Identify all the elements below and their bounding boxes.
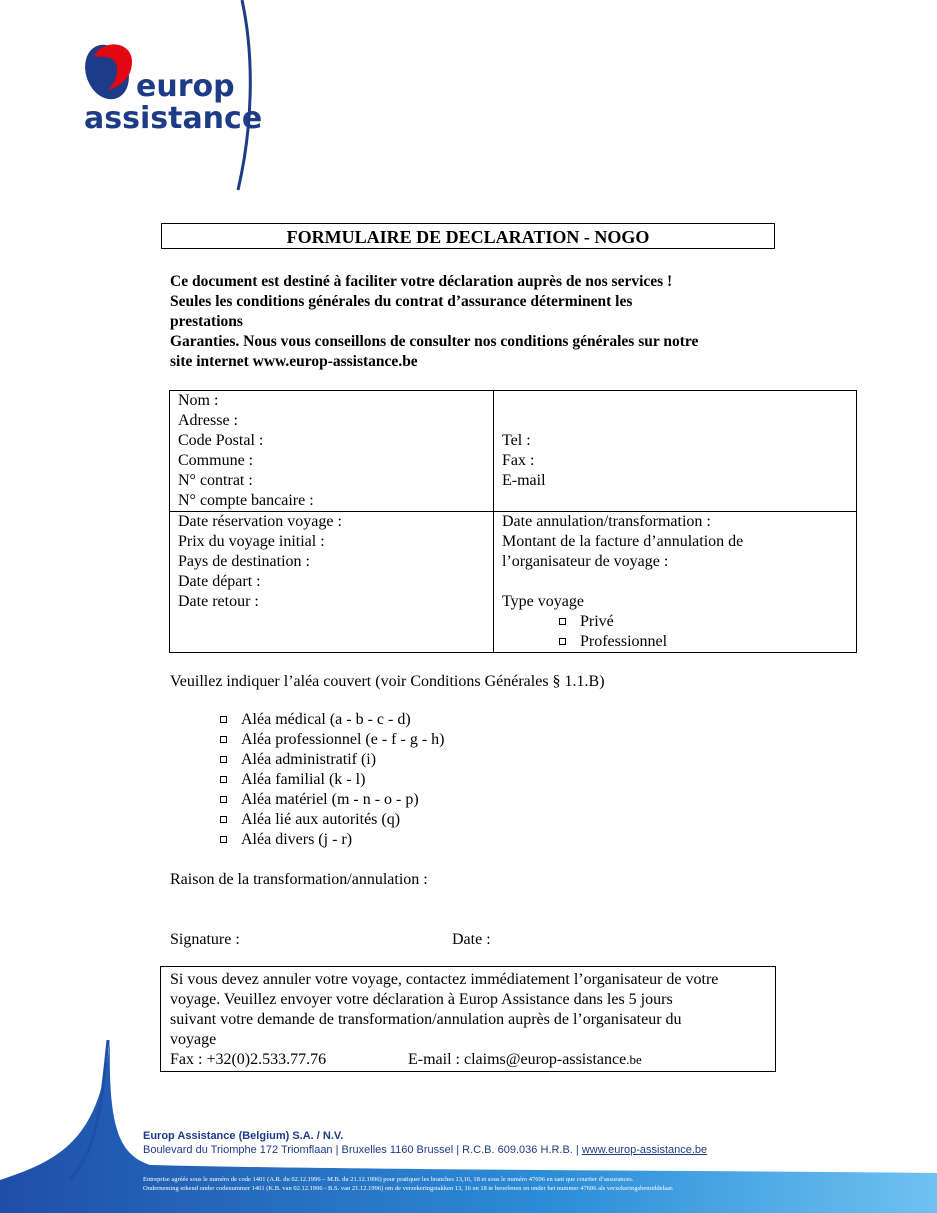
footer-legal-nl: Onderneming erkend onder codenummer 1401 (K.B. van 02.12.1996 - B.S. van 21.12.1996) om de verzekeringstakken 13, 16 en 18 te beoefenen en onder het nummer 47696 als verzekeringsbemiddelaar. [143, 1185, 674, 1192]
type-voyage-professionnel[interactable]: Professionnel [502, 632, 856, 652]
checkbox-icon[interactable] [220, 816, 227, 823]
checkbox-icon[interactable] [559, 638, 566, 645]
declaration-form-table [169, 390, 857, 653]
field-contrat: N° contrat : [178, 472, 253, 489]
checkbox-icon[interactable] [559, 618, 566, 625]
logo-text-assistance: assistance [84, 101, 263, 136]
personal-info-cell[interactable] [170, 391, 494, 512]
field-compte-bancaire: N° compte bancaire : [178, 492, 314, 509]
checkbox-icon[interactable] [220, 776, 227, 783]
field-date-retour: Date retour : [178, 593, 259, 610]
note-line: voyage. Veuillez envoyer votre déclaration à Europ Assistance dans les 5 jours [170, 991, 673, 1008]
contact-info-cell[interactable] [494, 391, 857, 512]
note-line: Si vous devez annuler votre voyage, contactez immédiatement l’organisateur de votre [170, 971, 719, 988]
intro-line: prestations [170, 313, 243, 330]
field-adresse: Adresse : [178, 412, 238, 429]
europ-assistance-logo [80, 0, 270, 200]
intro-line: Seules les conditions générales du contrat d’assurance déterminent les [170, 293, 633, 310]
alea-prompt: Veuillez indiquer l’aléa couvert (voir Conditions Générales § 1.1.B) [170, 673, 605, 690]
footer-legal-fr: Entreprise agréée sous le numéro de code 1401 (A.R. du 02.12.1996 – M.B. du 21.12.1996) pour pratiquer les branches 13,16, 18 et sous le numéro 47696 en tant que courtier d’assurances. [143, 1176, 634, 1183]
checkbox-icon[interactable] [220, 836, 227, 843]
raison-label: Raison de la transformation/annulation : [170, 871, 428, 888]
field-tel: Tel : [502, 432, 531, 449]
intro-line: Garanties. Nous vous conseillons de consulter nos conditions générales sur notre [170, 333, 699, 350]
field-commune: Commune : [178, 452, 254, 469]
field-email: E-mail [502, 472, 546, 489]
annulation-info-cell[interactable] [494, 512, 857, 653]
alea-option[interactable]: Aléa administratif (i) [220, 750, 444, 770]
field-date-annulation: Date annulation/transformation : [502, 513, 711, 530]
form-title: FORMULAIRE DE DECLARATION - NOGO [161, 223, 775, 249]
note-email[interactable]: E-mail : claims@europ-assistance.be [408, 1051, 642, 1068]
note-fax: Fax : +32(0)2.533.77.76 [170, 1051, 327, 1068]
form-row-voyage [170, 512, 857, 653]
note-line: voyage [170, 1031, 217, 1048]
field-prix-voyage: Prix du voyage initial : [178, 533, 325, 550]
type-voyage-label: Type voyage [502, 593, 584, 610]
date-label: Date : [452, 931, 491, 948]
form-row-personal [170, 391, 857, 512]
alea-option[interactable]: Aléa médical (a - b - c - d) [220, 710, 444, 730]
alea-option[interactable]: Aléa matériel (m - n - o - p) [220, 790, 444, 810]
field-fax: Fax : [502, 452, 535, 469]
intro-text [170, 272, 790, 372]
footer-company: Europ Assistance (Belgium) S.A. / N.V. [143, 1130, 344, 1142]
alea-option[interactable]: Aléa lié aux autorités (q) [220, 810, 444, 830]
alea-option[interactable]: Aléa professionnel (e - f - g - h) [220, 730, 444, 750]
field-code-postal: Code Postal : [178, 432, 264, 449]
type-voyage-prive[interactable]: Privé [502, 612, 856, 632]
intro-line: site internet www.europ-assistance.be [170, 353, 418, 370]
field-organisateur: l’organisateur de voyage : [502, 553, 669, 570]
alea-option[interactable]: Aléa familial (k - l) [220, 770, 444, 790]
alea-option[interactable]: Aléa divers (j - r) [220, 830, 444, 850]
checkbox-icon[interactable] [220, 736, 227, 743]
footer-address: Boulevard du Triomphe 172 Triomflaan | Bruxelles 1160 Brussel | R.C.B. 609.036 H.R.B. | www.europ-assistance.be [143, 1144, 708, 1156]
field-date-reservation: Date réservation voyage : [178, 513, 342, 530]
field-pays-destination: Pays de destination : [178, 553, 310, 570]
field-montant-facture: Montant de la facture d’annulation de [502, 533, 744, 550]
footer-legal [143, 1175, 674, 1193]
footer-website-link[interactable]: www.europ-assistance.be [581, 1144, 708, 1156]
voyage-info-cell[interactable] [170, 512, 494, 653]
field-date-depart: Date départ : [178, 573, 261, 590]
checkbox-icon[interactable] [220, 716, 227, 723]
checkbox-icon[interactable] [220, 796, 227, 803]
signature-label: Signature : [170, 931, 240, 948]
alea-checklist [220, 710, 444, 850]
field-nom: Nom : [178, 392, 219, 409]
note-line: suivant votre demande de transformation/annulation auprès de l’organisateur du [170, 1011, 682, 1028]
intro-line: Ce document est destiné à faciliter votre déclaration auprès de nos services ! [170, 273, 673, 290]
logo-text-europ: europ [136, 69, 235, 104]
checkbox-icon[interactable] [220, 756, 227, 763]
